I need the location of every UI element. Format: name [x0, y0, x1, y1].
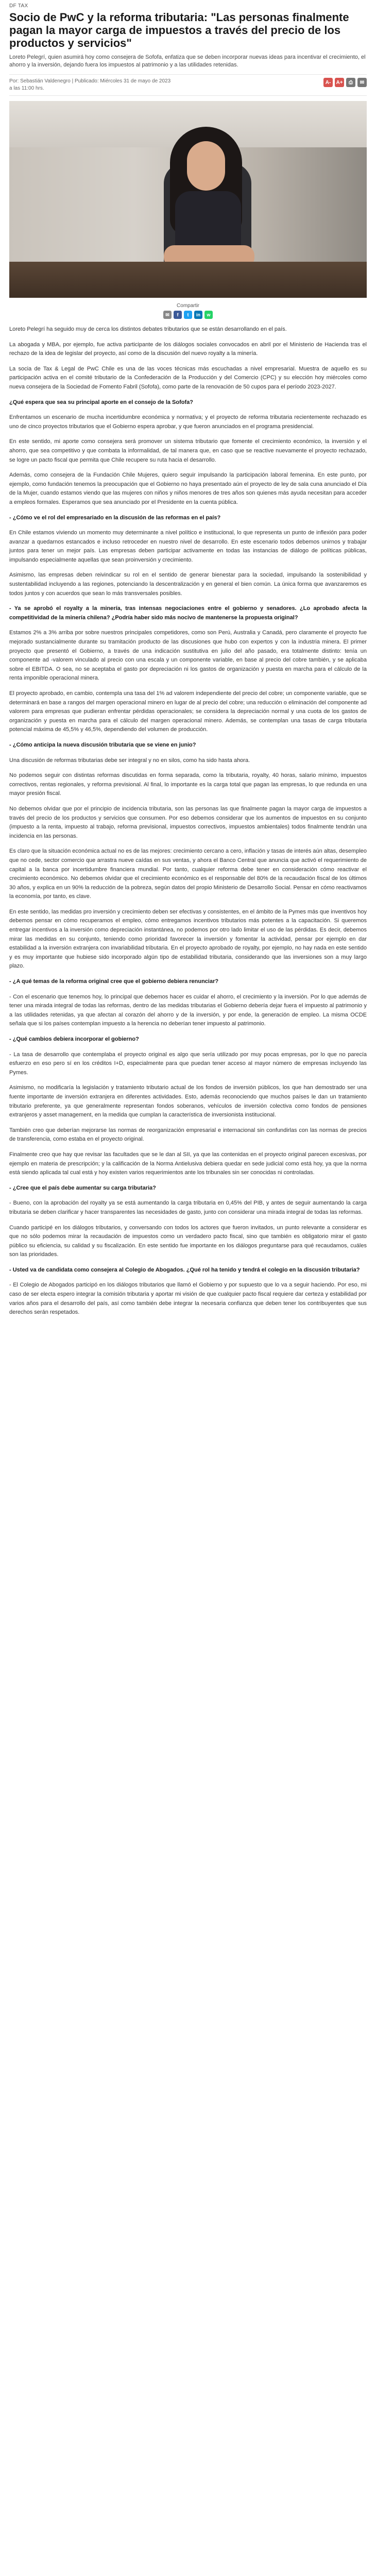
- share-icons: [9, 311, 367, 319]
- article-paragraph: - La tasa de desarrollo que contemplaba el proyecto original es algo que sería utilizado por muy pocas empresas, por lo que no parecía esfuerzo en eso pero sí en los créditos I+D, especialmente para que puedan tener acceso al mayor número de empresas incluyendo las Pymes.: [9, 1051, 367, 1076]
- article-paragraph: No podemos seguir con distintas reformas discutidas en forma separada, como la tributaria, royalty, 40 horas, salario mínimo, impuestos correctivos, rentas regionales, y reforma previsional. Al final, lo importante es la carga total que pagan las empresas, lo que redunda en una mayor presión fiscal.: [9, 772, 367, 797]
- section-tag[interactable]: DF TAX: [9, 3, 28, 9]
- interview-question: - ¿Qué cambios debiera incorporar el gobierno?: [9, 1036, 139, 1042]
- article-paragraph: Una discusión de reformas tributarias debe ser integral y no en silos, como ha sido hasta ahora.: [9, 757, 250, 764]
- whatsapp-share-icon[interactable]: w: [204, 311, 213, 319]
- article-paragraph: Estamos 2% a 3% arriba por sobre nuestros principales competidores, como son Perú, Australia y Canadá, pero claramente el proyecto fue mejorado sustancialmente durante su tramitación producto de las discusiones que hubo con expertos y con la industria minera. El primer proyecto que presentó el Gobierno, a través de una indicación sustitutiva en julio del año pasado, era totalmente distinto: tenía un componente ad -valorem vinculado al precio con una escala y un componente variable, en base al precio del cobre también, y se aplicaba sobre el EBITDA. O sea, no se aceptaba el gasto por depreciación ni los gastos de organización y puesta en marcha para el cálculo de la renta imponible operacional minera.: [9, 630, 367, 682]
- article-paragraph: Asimismo, no modificaría la legislación y tratamiento tributario actual de los fondos de inversión públicos, los que han demostrado ser una fuente importante de inversión extranjera en diferentes actividades. Esto, además reconociendo que muchos países le dan un tratamiento tributario preferente, ya que generalmente representan fondos soberanos, vehículos de inversión colectiva como fondos de pensiones extranjeros y asset management, en la medida que cumplan la característica de inversionista institucional.: [9, 1084, 367, 1118]
- byline: [9, 78, 170, 92]
- article-body: [9, 325, 367, 1317]
- interview-question: - ¿Cree que el país debe aumentar su carga tributaria?: [9, 1184, 156, 1191]
- article-paragraph: - Con el escenario que tenemos hoy, lo principal que debemos hacer es cuidar el ahorro, el crecimiento y la inversión. Por lo que además de tener una mirada integral de todas las reformas, dentro de las medidas tributarias el Gobierno debería dejar fuera el impuesto al patrimonio y a las utilidades retenidas, ya que afectan al corazón del ahorro y de la inversión, y por ende, la generación de empleo. La misma OCDE señala que si los países contemplan impuesto a la herencia no deberían tener impuesto al patrimonio.: [9, 993, 367, 1027]
- article-paragraph: En este sentido, mi aporte como consejera será promover un sistema tributario que fomente el crecimiento económico, la inversión y el ahorro, que sea competitivo y que combata la informalidad, de tal manera que, en caso que se reactive nuevamente el proyecto rechazado, se logre un pacto fiscal que permita que Chile recupere su ruta hacia el desarrollo.: [9, 438, 367, 463]
- email-button[interactable]: ✉: [357, 78, 367, 87]
- article-photo: [9, 101, 367, 298]
- share-label: Compartir: [177, 303, 199, 309]
- article-meta: [9, 74, 367, 96]
- article-paragraph: - El Colegio de Abogados participó en los diálogos tributarios que llamó el Gobierno y por supuesto que lo va a seguir haciendo. Por eso, mi caso de ser electa espero integrar la comisión tributaria y aportar mi visión de que cualquier pacto fiscal requiere dar certeza y estabilidad por varios años para el desarrollo del país, así como también debe integrar la necesaria confianza que deben tener los contribuyentes que sus derechos serán respetados.: [9, 1282, 367, 1316]
- article-tools: [323, 78, 367, 87]
- article-paragraph: Es claro que la situación económica actual no es de las mejores: crecimiento cercano a cero, inflación y tasas de interés aún altas, desempleo que no cede, sector comercio que arrastra nueve caídas en sus ventas, y ahora el Banco Central que anuncia que activó el requerimiento de capital a la banca por incertidumbre financiera mundial. Por tanto, cualquier reforma debe tener en consideración cómo reactivar el crecimiento económico. No debemos olvidar que el crecimiento económico es el responsable del 80% de la recaudación fiscal de los últimos 30 años, y explica en un 90% la reducción de la pobreza, según datos del propio Ministerio de Desarrollo Social. Pensar en cómo reactivamos la economía, por tanto, es clave.: [9, 848, 367, 900]
- byline-author: Por: Sebastián Valdenegro | Publicado: Miércoles 31 de mayo de 2023: [9, 78, 171, 84]
- article-headline: Socio de PwC y la reforma tributaria: "Las personas finalmente pagan la mayor carga de impuestos a través del precio de los productos y servicios": [9, 11, 349, 49]
- interview-question: - Usted va de candidata como consejera al Colegio de Abogados. ¿Qué rol ha tenido y tendrá el colegio en la discusión tributaria?: [9, 1266, 360, 1273]
- share-block: [9, 298, 367, 325]
- interview-question: - ¿Cómo anticipa la nueva discusión tributaria que se viene en junio?: [9, 741, 196, 748]
- interview-question: - ¿A qué temas de la reforma original cree que el gobierno debiera renunciar?: [9, 978, 219, 985]
- article-paragraph: La socia de Tax & Legal de PwC Chile es una de las voces técnicas más escuchadas a nivel empresarial. Muestra de aquello es su participación activa en el comité tributario de la Confederación de la Producción y del Comercio (CPC) y su elección hoy miércoles como nueva consejera de la Sociedad de Fomento Fabril (Sofofa), como parte de la renovación de 50 cupos para el período 2023-2027.: [9, 365, 367, 390]
- article-paragraph: - Bueno, con la aprobación del royalty ya se está aumentando la carga tributaria en 0,45% del PIB, y antes de seguir aumentando la carga tributaria se deben clarificar y hacer transparentes las necesidades de gasto, junto con considerar una mirada integral de todas las reformas.: [9, 1200, 367, 1215]
- article-paragraph: No debemos olvidar que por el principio de incidencia tributaria, son las personas las que finalmente pagan la mayor carga de impuestos a través del precio de los productos y servicios que consumen. Por eso debemos considerar que los aumentos de impuestos en su conjunto (impuesto a la renta, impuesto al trabajo, reforma previsional, impuestos correctivos, impuestos ambientales) todos finalmente tendrán una incidencia en las personas.: [9, 805, 367, 839]
- interview-question: - ¿Cómo ve el rol del empresariado en la discusión de las reformas en el país?: [9, 514, 221, 521]
- article-paragraph: En este sentido, las medidas pro inversión y crecimiento deben ser efectivas y consistentes, en el ámbito de la Pymes más que inventivos hoy debemos pensar en cómo recuperamos el empleo, cómo entregamos incentivos tributarios más potentes a la capacitación. Si queremos entregar incentivos a la inversión como depreciación instantánea, no podemos por otro lado limitar el uso de las pérdidas. Es decir, debemos mirar las medidas en su conjunto, teniendo como prioridad favorecer la inversión y fomentar la actividad, pensar por ejemplo en dar estabilidad a la inversión extranjera con invariabilidad tributaria. En el proyecto aprobado de royalty, por ejemplo, no hay nada en este sentido y es muy importante que hubiese sido incorporado algún tipo de estabilidad tributaria, considerando que las inversiones son a muy largo plazo.: [9, 908, 367, 970]
- article-paragraph: La abogada y MBA, por ejemplo, fue activa participante de los diálogos sociales convocados en abril por el Ministerio de Hacienda tras el rechazo de la idea de legislar del proyecto, así como de la discusión del nuevo royalty a la minería.: [9, 341, 367, 357]
- print-button[interactable]: ⎙: [346, 78, 355, 87]
- email-share-icon[interactable]: ✉: [163, 311, 172, 319]
- article-paragraph: Además, como consejera de la Fundación Chile Mujeres, quiero seguir impulsando la participación laboral femenina. En este punto, por ejemplo, como fundación tenemos la preocupación que el Gobierno no haya presentado aún el proyecto de ley de sala cuna anunciado el Día de la Mujer, cuando estamos viendo que las mujeres con niños y niños menores de tres años son quienes más ayuda necesitan para acceder a empleos formales. Esperamos que sea anunciado por el Presidente en la cuenta pública.: [9, 472, 367, 505]
- interview-question: ¿Qué espera que sea su principal aporte en el consejo de la Sofofa?: [9, 399, 193, 405]
- text-larger-button[interactable]: A+: [335, 78, 344, 87]
- article-paragraph: Cuando participé en los diálogos tributarios, y conversando con todos los actores que fueron invitados, un punto relevante a considerar es que no sólo podemos mirar la recaudación de impuestos como un verdadero pacto fiscal, sino que también es obligatorio mirar el gasto público su eficiencia, su calidad y su fiscalización. En este sentido fue importante en los diálogos preguntarse para qué recaudamos, cuáles son las prioridades.: [9, 1224, 367, 1258]
- article-paragraph: Finalmente creo que hay que revisar las facultades que se le dan al SII, ya que las contenidas en el proyecto original parecen excesivas, por ejemplo en materia de prescripción; y la calificación de la Norma Antielusiva debiera quedar en sede judicial como está hoy, ya que la norma está siendo aplicada tal cual está y hoy existen varios requerimientos ante los tribunales sin ser conocidas ni controladas.: [9, 1151, 367, 1176]
- article-paragraph: También creo que deberían mejorarse las normas de reorganización empresarial e internacional sin confundirlas con las normas de precios de transferencia, como estaba en el proyecto original.: [9, 1127, 367, 1143]
- article-paragraph: Asimismo, las empresas deben reivindicar su rol en el sentido de generar bienestar para la sociedad, impulsando la sostenibilidad y sustentabilidad incluyendo a las regiones, potenciando la descentralización y en general el bien común. La única forma que avanzaremos es todos juntos y con acuerdos que sean lo más transversales posibles.: [9, 572, 367, 597]
- article-paragraph: Loreto Pelegrí ha seguido muy de cerca los distintos debates tributarios que se están desarrollando en el país.: [9, 326, 287, 332]
- photo-person-face: [187, 141, 225, 191]
- article-paragraph: El proyecto aprobado, en cambio, contempla una tasa del 1% ad valorem independiente del precio del cobre; un componente variable, que se determinará en base a rangos del margen operacional minero en lugar de al precio del cobre; una reducción o eliminación del componente ad valorem para empresas que pudieran enfrentar pérdidas operacionales; se considera la depreciación normal y una cuota de los gastos de organización y puesta en marcha para el cálculo del margen operacional minero. Además, se contemplan una tasas de carga tributaria potencial máxima de 45,5% y 46,5%, dependiendo del volumen de producción.: [9, 690, 367, 733]
- interview-question: - Ya se aprobó el royalty a la minería, tras intensas negociaciones entre el gobierno y senadores. ¿Lo aprobado afecta la competitividad de la minería chilena? ¿Podría haber sido más nocivo de mantenerse la propuesta original?: [9, 605, 367, 621]
- text-smaller-button[interactable]: A-: [323, 78, 333, 87]
- byline-time: a las 11:00 hrs.: [9, 86, 44, 91]
- article-lead: Loreto Pelegrí, quien asumirá hoy como consejera de Sofofa, enfatiza que se deben incorporar nuevas ideas para incentivar el crecimiento, el ahorro y la inversión, dejando fuera los impuestos al patrimonio y a las utilidades retenidas.: [9, 54, 366, 68]
- facebook-share-icon[interactable]: f: [174, 311, 182, 319]
- twitter-share-icon[interactable]: t: [184, 311, 192, 319]
- photo-table: [9, 262, 367, 298]
- article-paragraph: Enfrentamos un escenario de mucha incertidumbre económica y normativa; y el proyecto de reforma tributaria recientemente rechazado es uno de cinco proyectos tributarios que el Gobierno espera aprobar, y que fueron anunciados en el programa presidencial.: [9, 414, 367, 430]
- article-paragraph: En Chile estamos viviendo un momento muy determinante a nivel político e institucional, lo que representa un punto de inflexión para poder avanzar a quedarnos estancados e incluso retroceder en nuestro nivel de desarrollo. En este escenario todos debemos unirnos y trabajar juntos para tener un mejor país. Las empresas deben participar activamente en todas las instancias de diálogo de políticas públicas, impulsando especialmente aquellas que sean proinversión y crecimiento.: [9, 530, 367, 563]
- linkedin-share-icon[interactable]: in: [194, 311, 202, 319]
